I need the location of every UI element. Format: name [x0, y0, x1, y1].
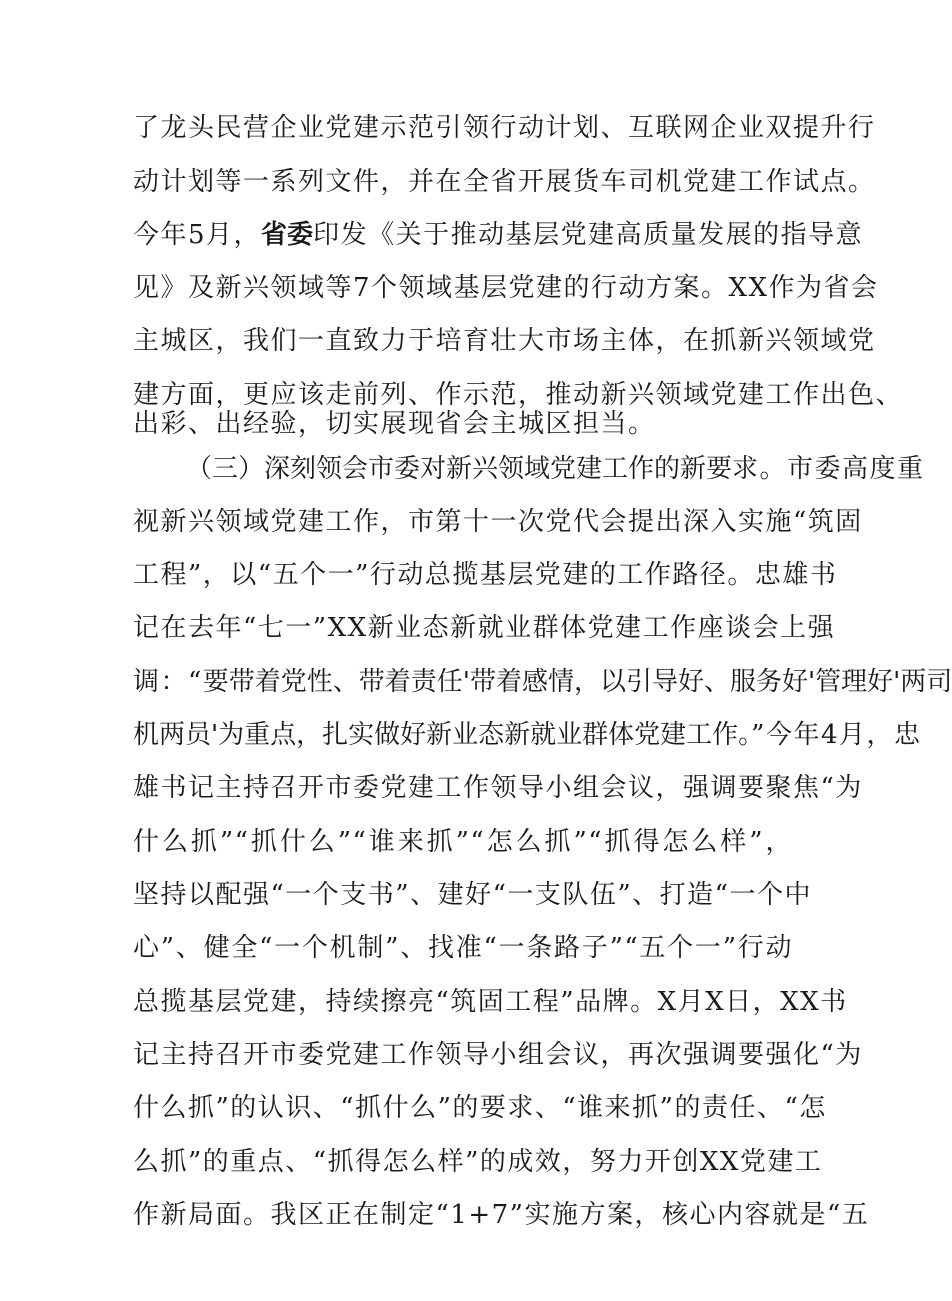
text-line — [186, 447, 925, 491]
text-line: 了龙头民营企业党建示范引领行动计划、互联网企业双提升行 — [133, 113, 876, 143]
text-line — [133, 213, 864, 257]
text-line: 主城区，我们一直致力于培育壮大市场主体，在抓新兴领域党 — [133, 326, 876, 356]
text-line: 心”、健全“一个机制”、找准“一条路子”“五个一”行动 — [133, 933, 793, 963]
quote-run: 要带着党性、带着责任'带着感情，以引导好、服务好'管理好'两司 — [202, 667, 952, 697]
quote-run: 机两员'为重点，扎实做好新业态新就业群体党建工作。 — [133, 720, 752, 750]
text-line: 见》及新兴领域等7个领域基层党建的行动方案。XX作为省会 — [133, 273, 879, 303]
text-run: 求。市委高度重 — [732, 454, 925, 484]
text-line: 总揽基层党建，持续擦亮“筑固工程”品牌。X月X日，XX书 — [133, 987, 848, 1017]
text-line: 动计划等一系列文件，并在全省开展货车司机党建工作试点。 — [133, 167, 876, 197]
text-run-bold: 省委 — [261, 220, 314, 250]
text-line: 工程”，以“五个一”行动总揽基层党建的工作路径。忠雄书 — [133, 560, 838, 590]
text-run: 今年5月， — [133, 220, 262, 250]
text-line — [133, 713, 922, 757]
text-line: 记在去年“七一”XX新业态新就业群体党建工作座谈会上强 — [133, 613, 836, 643]
text-line: 作新局面。我区正在制定“1+7”实施方案，核心内容就是“五 — [133, 1200, 870, 1230]
text-line: 什么抓”的认识、“抓什么”的要求、“谁来抓”的责任、“怎 — [133, 1093, 827, 1123]
text-run: 调：“ — [133, 667, 203, 697]
text-run: ”今年4月，忠 — [751, 720, 922, 750]
text-line: 么抓”的重点、“抓得怎么样”的成效，努力开创XX党建工 — [133, 1147, 823, 1177]
text-line: 视新兴领域党建工作，市第十一次党代会提出深入实施“筑固 — [133, 507, 863, 537]
section-heading-run: （三）深刻领会市委对新兴领域党建工作的新要 — [186, 454, 733, 484]
text-line — [133, 660, 952, 704]
text-run: 印发《关于推动基层党建高质量发展的指导意 — [313, 220, 864, 250]
text-line: 坚持以配强“一个支书”、建好“一支队伍”、打造“一个中 — [133, 880, 812, 910]
text-line: 雄书记主持召开市委党建工作领导小组会议，强调要聚焦“为 — [133, 773, 863, 803]
text-line: 建方面，更应该走前列、作示范，推动新兴领域党建工作出色、 — [133, 380, 904, 410]
text-line: 什么抓”“抓什么”“谁来抓”“怎么抓”“抓得怎么样”， — [133, 827, 793, 857]
text-line: 记主持召开市委党建工作领导小组会议，再次强调要强化“为 — [133, 1040, 863, 1070]
text-line: 出彩、出经验，切实展现省会主城区担当。 — [133, 409, 656, 439]
